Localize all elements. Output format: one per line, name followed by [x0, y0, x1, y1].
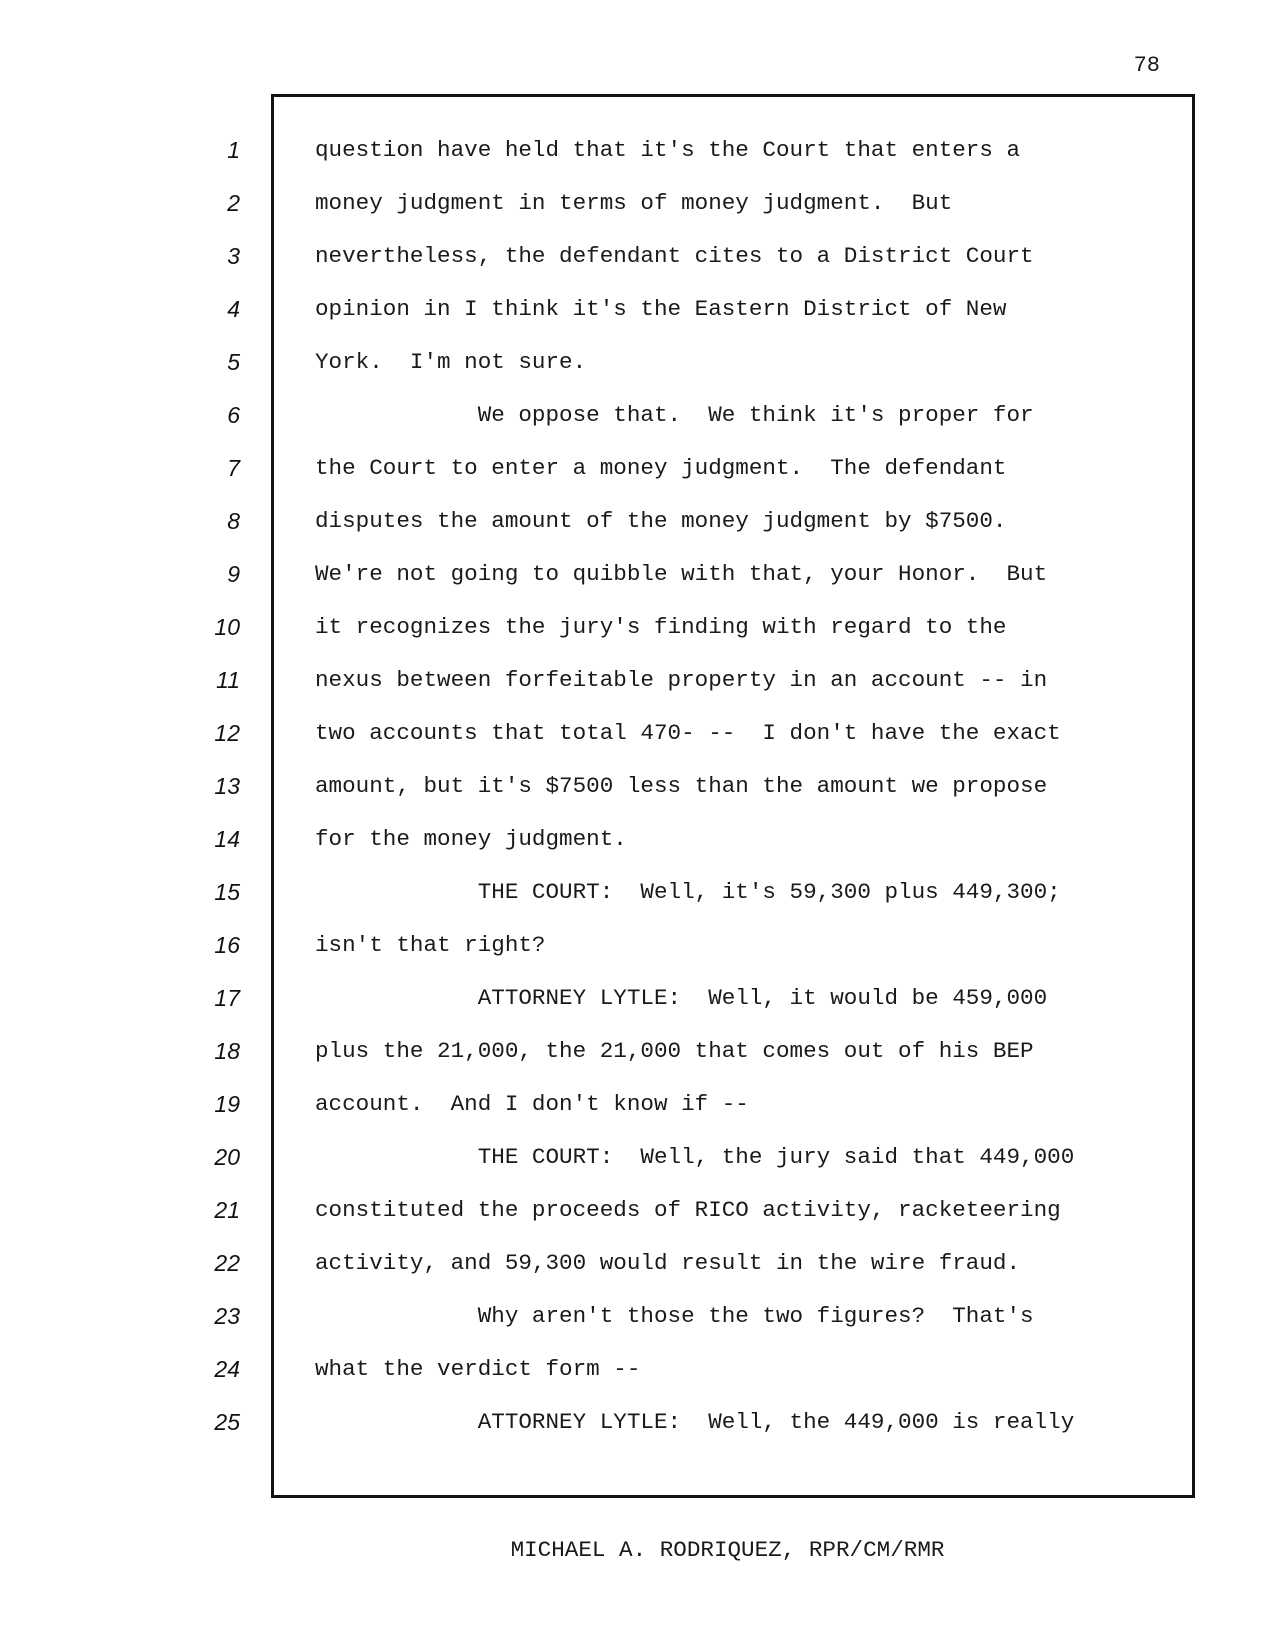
line-number: 15 [214, 879, 240, 905]
transcript-line: We're not going to quibble with that, your Honor. But [315, 561, 1048, 587]
transcript-line: activity, and 59,300 would result in the wire fraud. [315, 1250, 1021, 1276]
transcript-line: opinion in I think it's the Eastern District of New [315, 296, 1007, 322]
line-number: 20 [214, 1144, 240, 1170]
line-number: 12 [214, 720, 240, 746]
transcript-line: We oppose that. We think it's proper for [315, 402, 1034, 428]
line-number: 14 [214, 826, 240, 852]
line-number: 10 [214, 614, 240, 640]
page-number: 78 [1133, 53, 1160, 78]
transcript-line: disputes the amount of the money judgment by $7500. [315, 508, 1007, 534]
transcript-line: amount, but it's $7500 less than the amount we propose [315, 773, 1048, 799]
line-number: 5 [227, 349, 240, 375]
line-number-column [190, 124, 240, 1449]
transcript-line: nevertheless, the defendant cites to a District Court [315, 243, 1034, 269]
line-number: 2 [227, 190, 240, 216]
transcript-line: question have held that it's the Court that enters a [315, 137, 1021, 163]
line-number: 22 [214, 1250, 240, 1276]
transcript-line: it recognizes the jury's finding with regard to the [315, 614, 1007, 640]
line-number: 7 [227, 455, 240, 481]
line-number: 23 [214, 1303, 240, 1329]
transcript-line: Why aren't those the two figures? That's [315, 1303, 1034, 1329]
reporter-footer: MICHAEL A. RODRIQUEZ, RPR/CM/RMR [510, 1537, 945, 1563]
line-number: 9 [227, 561, 240, 587]
line-number: 6 [227, 402, 240, 428]
transcript-line: ATTORNEY LYTLE: Well, it would be 459,000 [315, 985, 1048, 1011]
transcript-line: money judgment in terms of money judgment. But [315, 190, 953, 216]
line-number: 3 [227, 243, 240, 269]
transcript-line: two accounts that total 470- -- I don't have the exact [315, 720, 1061, 746]
transcript-line: for the money judgment. [315, 826, 627, 852]
transcript-line: what the verdict form -- [315, 1356, 641, 1382]
line-number: 25 [214, 1409, 240, 1435]
transcript-line: constituted the proceeds of RICO activity, racketeering [315, 1197, 1061, 1223]
line-number: 18 [214, 1038, 240, 1064]
transcript-line: THE COURT: Well, the jury said that 449,000 [315, 1144, 1075, 1170]
transcript-line: account. And I don't know if -- [315, 1091, 749, 1117]
line-number: 11 [216, 667, 240, 693]
transcript-line: THE COURT: Well, it's 59,300 plus 449,300; [315, 879, 1061, 905]
line-number: 24 [214, 1356, 240, 1382]
transcript-line: York. I'm not sure. [315, 349, 587, 375]
line-number: 21 [214, 1197, 240, 1223]
transcript-line: nexus between forfeitable property in an account -- in [315, 667, 1048, 693]
transcript-text [315, 124, 1185, 1449]
line-number: 1 [227, 137, 240, 163]
transcript-line: the Court to enter a money judgment. The defendant [315, 455, 1007, 481]
line-number: 13 [214, 773, 240, 799]
transcript-line: isn't that right? [315, 932, 546, 958]
transcript-line: ATTORNEY LYTLE: Well, the 449,000 is really [315, 1409, 1075, 1435]
line-number: 8 [227, 508, 240, 534]
line-number: 19 [214, 1091, 240, 1117]
transcript-line: plus the 21,000, the 21,000 that comes out of his BEP [315, 1038, 1034, 1064]
line-number: 16 [214, 932, 240, 958]
line-number: 17 [214, 985, 240, 1011]
line-number: 4 [227, 296, 240, 322]
